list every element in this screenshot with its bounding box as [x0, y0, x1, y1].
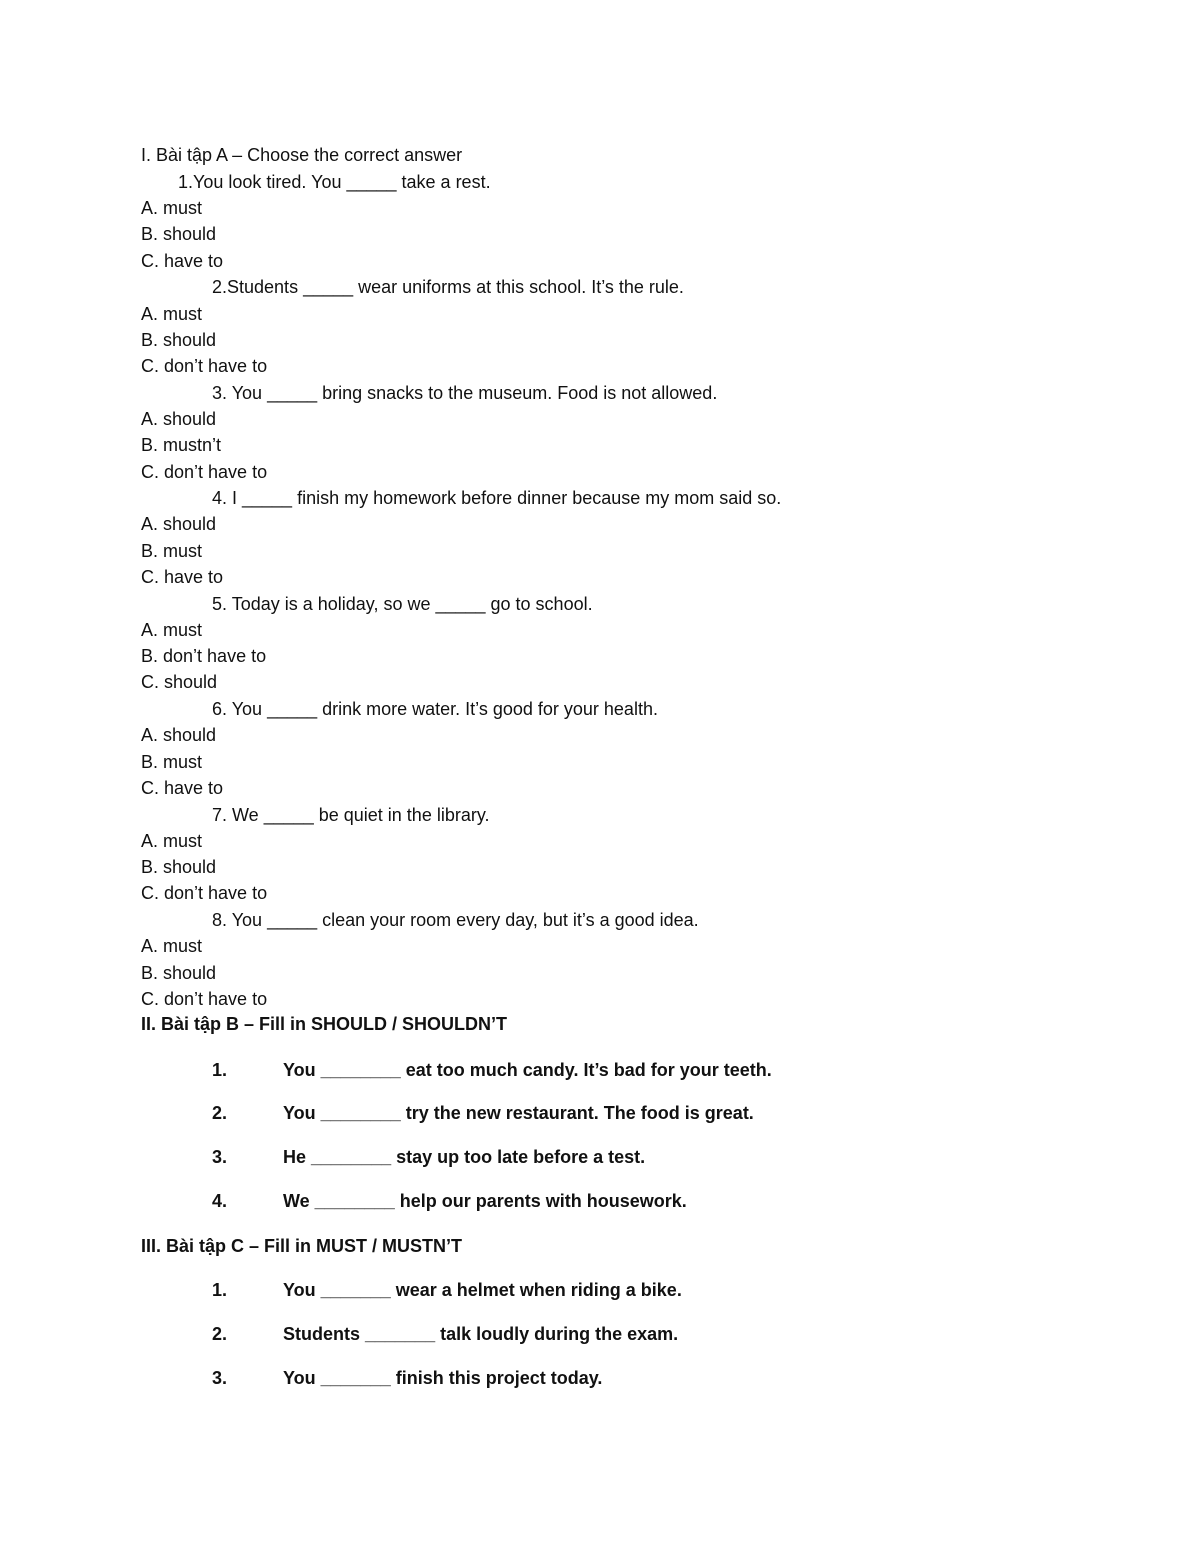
option: C. don’t have to [141, 989, 268, 1009]
option: C. don’t have to [141, 356, 268, 376]
section-c-heading: III. Bài tập C – Fill in MUST / MUSTN’T [141, 1236, 463, 1256]
option: B. must [141, 541, 203, 561]
fill-in-item: You ________ try the new restaurant. The food is great. [283, 1103, 754, 1123]
question-5: 5. Today is a holiday, so we _____ go to school. [212, 594, 593, 614]
item-number: 1. [212, 1280, 228, 1300]
option: C. have to [141, 778, 224, 798]
option: A. must [141, 198, 203, 218]
fill-in-item: You _______ finish this project today. [283, 1368, 603, 1388]
question-6: 6. You _____ drink more water. It’s good for your health. [212, 699, 658, 719]
question-7: 7. We _____ be quiet in the library. [212, 805, 490, 825]
option: A. must [141, 936, 203, 956]
question-4: 4. I _____ finish my homework before dinner because my mom said so. [212, 488, 782, 508]
option: C. have to [141, 251, 224, 271]
option: A. must [141, 831, 203, 851]
item-number: 1. [212, 1060, 228, 1080]
option: B. must [141, 752, 203, 772]
item-number: 4. [212, 1191, 228, 1211]
item-number: 2. [212, 1324, 228, 1344]
section-a-heading: I. Bài tập A – Choose the correct answer [141, 145, 463, 165]
item-number: 3. [212, 1368, 228, 1388]
option: A. should [141, 725, 217, 745]
question-1: 1.You look tired. You _____ take a rest. [178, 172, 491, 192]
fill-in-item: We ________ help our parents with housework. [283, 1191, 687, 1211]
option: B. should [141, 224, 217, 244]
option: C. don’t have to [141, 462, 268, 482]
option: C. have to [141, 567, 224, 587]
option: C. should [141, 672, 218, 692]
question-2: 2.Students _____ wear uniforms at this school. It’s the rule. [212, 277, 684, 297]
fill-in-item: Students _______ talk loudly during the exam. [283, 1324, 679, 1344]
option: C. don’t have to [141, 883, 268, 903]
item-number: 2. [212, 1103, 228, 1123]
option: A. should [141, 409, 217, 429]
item-number: 3. [212, 1147, 228, 1167]
section-b-heading: II. Bài tập B – Fill in SHOULD / SHOULDN’T [141, 1014, 508, 1034]
question-8: 8. You _____ clean your room every day, but it’s a good idea. [212, 910, 699, 930]
option: A. should [141, 514, 217, 534]
option: B. should [141, 963, 217, 983]
option: B. should [141, 330, 217, 350]
option: B. mustn’t [141, 435, 222, 455]
fill-in-item: You ________ eat too much candy. It’s bad for your teeth. [283, 1060, 772, 1080]
option: A. must [141, 304, 203, 324]
option: B. don’t have to [141, 646, 267, 666]
question-3: 3. You _____ bring snacks to the museum. Food is not allowed. [212, 383, 718, 403]
option: A. must [141, 620, 203, 640]
option: B. should [141, 857, 217, 877]
fill-in-item: He ________ stay up too late before a test. [283, 1147, 646, 1167]
fill-in-item: You _______ wear a helmet when riding a bike. [283, 1280, 682, 1300]
